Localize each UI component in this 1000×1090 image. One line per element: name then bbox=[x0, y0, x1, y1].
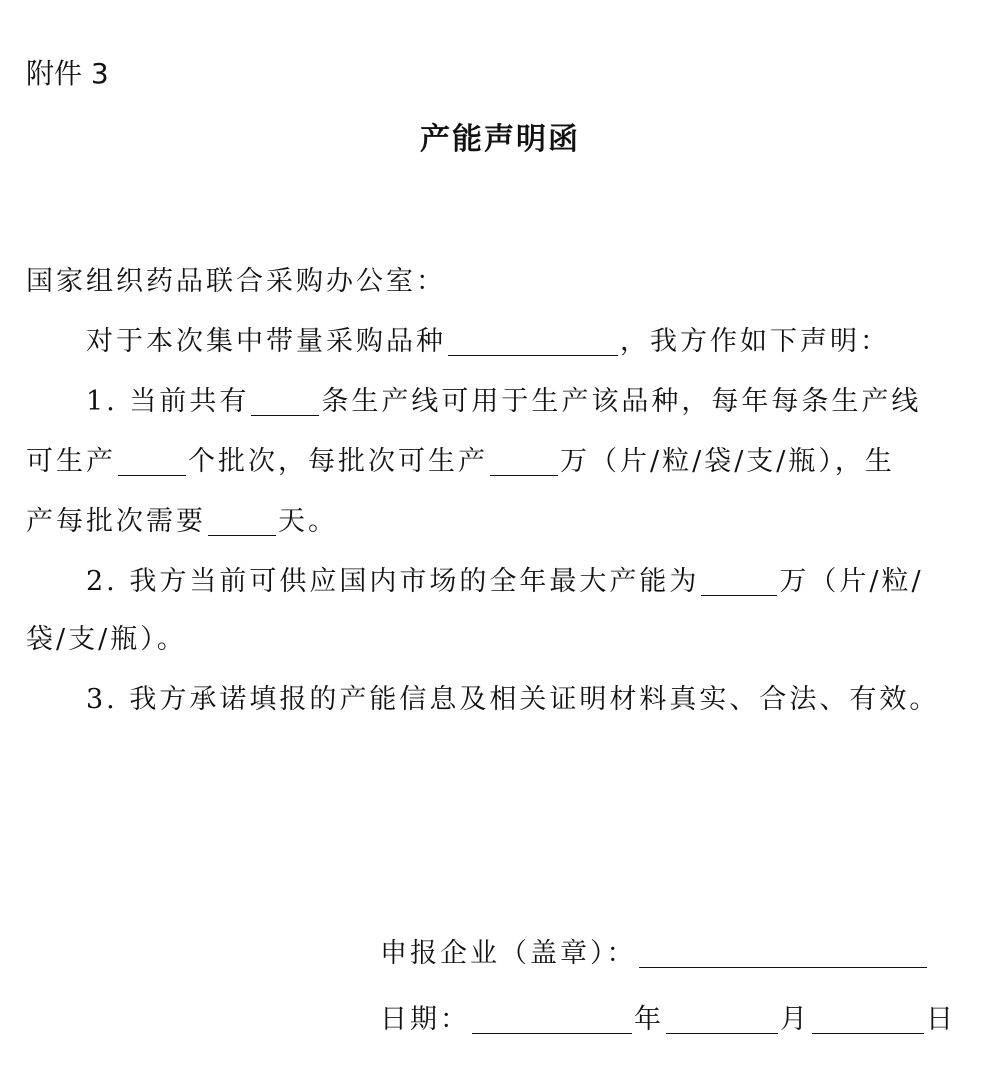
month-label: 月 bbox=[780, 1004, 810, 1035]
item1-text-f: 产每批次需要 bbox=[26, 506, 206, 537]
intro-text-before: 对于本次集中带量采购品种 bbox=[86, 326, 446, 357]
item3-line bbox=[86, 680, 939, 720]
paragraph-intro bbox=[86, 322, 890, 362]
item2-line2 bbox=[26, 620, 187, 660]
production-lines-blank bbox=[251, 385, 319, 416]
year-label: 年 bbox=[634, 1004, 664, 1035]
item2-text-a: 2. 我方当前可供应国内市场的全年最大产能为 bbox=[86, 566, 700, 597]
item1-text-c: 可生产 bbox=[26, 446, 116, 477]
capacity-blank bbox=[701, 565, 777, 596]
intro-text-after: ，我方作如下声明： bbox=[620, 326, 890, 357]
item2-text-c: 袋/支/瓶）。 bbox=[26, 624, 187, 655]
salutation-text: 国家组织药品联合采购办公室： bbox=[26, 266, 446, 297]
batches-blank bbox=[118, 445, 186, 476]
company-blank bbox=[639, 937, 927, 968]
company-label: 申报企业（盖章）： bbox=[380, 938, 637, 969]
salutation bbox=[26, 262, 446, 302]
item1-line3 bbox=[26, 502, 338, 542]
item2-text-b: 万（片/粒/ bbox=[779, 566, 924, 597]
item1-text-a: 1. 当前共有 bbox=[86, 386, 250, 417]
item1-text-e: 万（片/粒/袋/支/瓶），生 bbox=[560, 446, 895, 477]
item3-text: 3. 我方承诺填报的产能信息及相关证明材料真实、合法、有效。 bbox=[86, 684, 940, 715]
year-blank bbox=[472, 1003, 632, 1034]
item1-text-d: 个批次，每批次可生产 bbox=[188, 446, 488, 477]
variety-blank bbox=[448, 325, 618, 356]
date-label: 日期： bbox=[380, 1004, 470, 1035]
day-label: 日 bbox=[926, 1004, 956, 1035]
company-seal-line bbox=[380, 934, 929, 974]
days-blank bbox=[208, 505, 276, 536]
day-blank bbox=[812, 1003, 924, 1034]
item2-line1 bbox=[86, 562, 924, 602]
item1-text-g: 天。 bbox=[278, 506, 338, 537]
item1-line2 bbox=[26, 442, 895, 482]
page-title: 产能声明函 bbox=[420, 122, 580, 157]
batch-size-blank bbox=[490, 445, 558, 476]
date-line bbox=[380, 1000, 956, 1040]
attachment-label: 附件 3 bbox=[26, 57, 109, 90]
item1-text-b: 条生产线可用于生产该品种，每年每条生产线 bbox=[321, 386, 922, 417]
item1-line1 bbox=[86, 382, 921, 422]
month-blank bbox=[666, 1003, 778, 1034]
